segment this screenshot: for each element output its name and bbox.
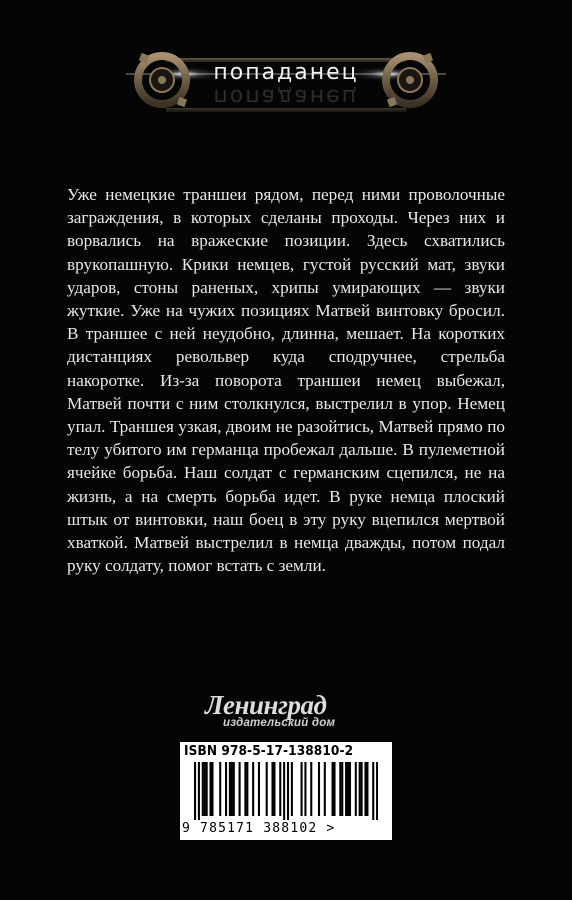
- barcode-bar: [347, 762, 349, 816]
- isbn-label: ISBN 978-5-17-138810-2: [184, 743, 354, 759]
- barcode-bar: [304, 762, 306, 816]
- isbn-block: [180, 742, 392, 840]
- barcode-bar: [345, 762, 347, 816]
- barcode-bar: [291, 762, 293, 816]
- barcode-bar: [209, 762, 211, 816]
- barcode-bar: [324, 762, 326, 816]
- barcode-bar: [279, 762, 281, 816]
- barcode-bar: [310, 762, 312, 816]
- blurb-text: [67, 183, 505, 577]
- barcode-bar: [225, 762, 227, 816]
- barcode-bar: [341, 762, 343, 816]
- barcode-bar: [283, 762, 285, 820]
- barcode-bar: [246, 762, 248, 816]
- barcode-bar: [366, 762, 368, 816]
- barcode-bar: [361, 762, 363, 816]
- barcode-bar: [252, 762, 254, 816]
- barcode-bar: [202, 762, 204, 816]
- barcode-bar: [301, 762, 303, 816]
- barcode-digits: 9 785171 388102 >: [182, 821, 336, 836]
- barcode-bar: [349, 762, 351, 816]
- barcode-bar: [229, 762, 231, 816]
- barcode-bar: [211, 762, 213, 816]
- barcode-bar: [219, 762, 221, 816]
- publisher-subtitle: издательский дом: [223, 717, 336, 729]
- barcode-bar: [333, 762, 335, 816]
- barcode-bar: [198, 762, 200, 820]
- barcode-bar: [372, 762, 374, 820]
- barcode-bar: [339, 762, 341, 816]
- series-banner: [126, 38, 446, 130]
- barcode-bar: [287, 762, 289, 820]
- barcode-bar: [364, 762, 366, 816]
- barcode-bar: [266, 762, 268, 816]
- barcode-bar: [359, 762, 361, 816]
- barcode-bar: [204, 762, 206, 816]
- barcode-bar: [258, 762, 260, 816]
- publisher-logo: [205, 691, 375, 731]
- barcode-bar: [273, 762, 275, 816]
- barcode-image: [194, 762, 378, 820]
- blurb-paragraph: Уже немецкие траншеи рядом, перед ними проволочные заграждения, в которых сделаны проходы. Через них и ворвались на вражеские позиции. Здесь схватились врукопашную. Крики немцев, густой русский мат, звуки ударов, стоны раненых, хрипы умирающих — звуки жуткие. Уже на чужих позициях Матвей винтовку бросил. В траншее с ней неудобно, длинна, мешает. На коротких дистанциях револьвер куда сподручнее, стрельба накоротке. Из-за поворота траншеи немец выбежал, Матвей почти с ним столкнулся, выстрелил в упор. Немец упал. Траншея узкая, двоим не разойтись, Матвей прямо по телу убитого им германца пробежал дальше. В пулеметной ячейке борьба. Наш солдат с германским сцепился, не на жизнь, а на смерть борьба идет. В руке немца плоский штык от винтовки, наш боец в эту руку вцепился мертвой хваткой. Матвей выстрелил в немца дважды, потом подал руку солдату, помог встать с земли.: [67, 185, 505, 576]
- barcode-bar: [231, 762, 233, 816]
- publisher-name: Ленинград: [205, 690, 327, 720]
- barcode-bar: [206, 762, 208, 816]
- barcode-bar: [194, 762, 196, 820]
- barcode-bar: [271, 762, 273, 816]
- series-title-reflection: попаданец: [213, 84, 359, 109]
- barcode-bar: [233, 762, 235, 816]
- barcode-bar: [239, 762, 241, 816]
- barcode-bar: [376, 762, 378, 820]
- series-title: попаданец: [213, 60, 359, 85]
- barcode-bar: [244, 762, 246, 816]
- barcode-bar: [355, 762, 357, 816]
- barcode-bar: [332, 762, 334, 816]
- barcode-bar: [318, 762, 320, 816]
